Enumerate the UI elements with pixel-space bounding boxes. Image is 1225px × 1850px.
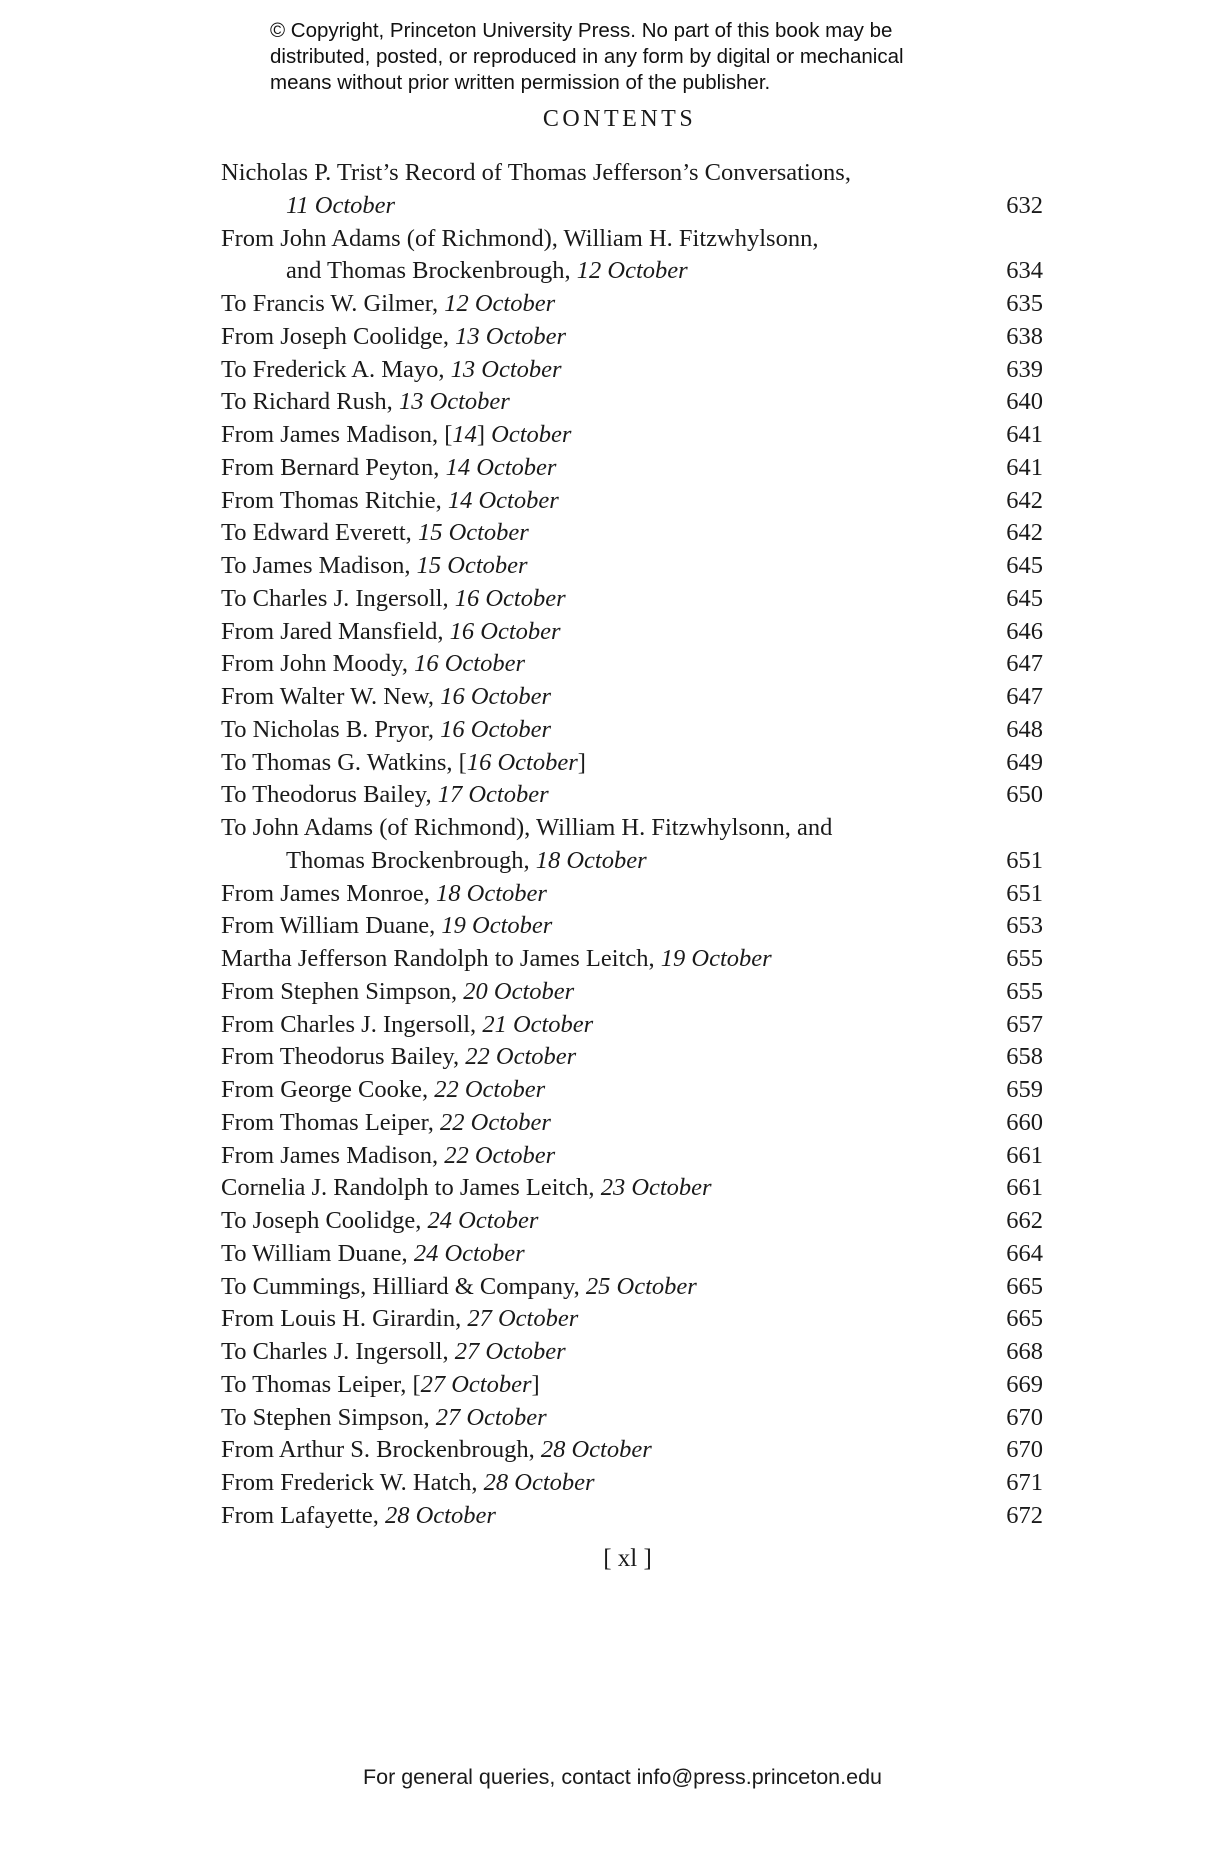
toc-entry [221, 550, 1043, 583]
entry-text [221, 517, 529, 550]
entry-text [221, 1172, 712, 1205]
entry-date: 22 October [465, 1043, 577, 1071]
entry-page-number: 655 [1006, 977, 1043, 1005]
entry-title: From Thomas Ritchie, [221, 486, 448, 514]
toc-entry [221, 1336, 1043, 1369]
entry-title: ] [531, 1370, 540, 1398]
entry-page-number: 658 [1006, 1043, 1043, 1071]
toc-entry [221, 157, 1043, 190]
copyright-line: means without prior written permission of the publisher. [270, 71, 771, 94]
entry-date: 13 October [450, 355, 562, 383]
entry-title: From Charles J. Ingersoll, [221, 1010, 483, 1038]
entry-page-number: 669 [1006, 1370, 1043, 1398]
entry-title: To Theodorus Bailey, [221, 781, 438, 809]
entry-text [221, 157, 851, 190]
entry-page-number: 648 [1006, 715, 1043, 743]
entry-date: 16 October [449, 617, 561, 645]
entry-text [221, 1434, 652, 1467]
toc-entry [221, 1402, 1043, 1435]
entry-page-number: 665 [1006, 1272, 1043, 1300]
toc-entry [221, 943, 1043, 976]
entry-page-number: 647 [1006, 650, 1043, 678]
entry-page-number: 661 [1006, 1174, 1043, 1202]
entry-date: 22 October [444, 1141, 556, 1169]
entry-date: 14 [452, 421, 477, 448]
entry-text [221, 681, 551, 714]
contact-footer: For general queries, contact info@press.princeton.edu [362, 1765, 882, 1789]
entry-date: 28 October [540, 1436, 652, 1464]
toc-entry [221, 616, 1043, 649]
entry-date: 22 October [434, 1076, 546, 1103]
toc-entry [221, 714, 1043, 747]
entry-date: 27 October [454, 1338, 566, 1365]
entry-title: From James Madison, [ [221, 421, 453, 448]
entry-text [221, 550, 528, 583]
entry-page-number: 646 [1006, 617, 1043, 645]
copyright-line: © Copyright, Princeton University Press. No part of this book may be [270, 19, 893, 42]
page-title: CONTENTS [542, 106, 697, 132]
entry-title: Nicholas P. Trist’s Record of Thomas Jefferson’s Conversations, [221, 159, 851, 186]
entry-date: 25 October [585, 1272, 697, 1300]
entry-text [221, 386, 510, 419]
toc-entry [221, 1041, 1043, 1074]
entry-date: 16 October [440, 715, 552, 743]
toc-entry [221, 1009, 1043, 1042]
entry-page-number: 671 [1006, 1469, 1043, 1496]
entry-text [221, 1402, 547, 1435]
entry-text [221, 943, 772, 976]
entry-page-number: 642 [1006, 519, 1043, 547]
copyright-line: distributed, posted, or reproduced in any form by digital or mechanical [270, 45, 904, 68]
entry-date: 18 October [436, 879, 547, 907]
entry-title: To Francis W. Gilmer, [221, 290, 445, 317]
entry-title: From George Cooke, [221, 1076, 435, 1103]
entry-page-number: 647 [1006, 683, 1043, 710]
entry-page-number: 662 [1006, 1207, 1043, 1234]
toc-entry [221, 1500, 1043, 1533]
entry-title: To Edward Everett, [221, 519, 418, 547]
toc-entry [221, 255, 1043, 288]
entry-page-number: 672 [1006, 1501, 1043, 1529]
entry-title: To Richard Rush, [221, 388, 399, 416]
entry-date: 28 October [384, 1501, 496, 1529]
entry-text [221, 354, 562, 387]
entry-title: From Stephen Simpson, [221, 977, 464, 1005]
entry-text [221, 419, 571, 452]
entry-text [286, 845, 647, 878]
entry-title: Cornelia J. Randolph to James Leitch, [221, 1174, 601, 1202]
entry-page-number: 651 [1006, 846, 1043, 874]
toc-entry [221, 1107, 1043, 1140]
entry-date: 11 October [286, 191, 396, 219]
entry-text [221, 1074, 545, 1107]
toc-entry [221, 1271, 1043, 1304]
toc-entry [221, 452, 1043, 485]
entry-text [221, 321, 566, 354]
entry-title: To Thomas G. Watkins, [ [221, 748, 467, 776]
entry-page-number: 639 [1006, 355, 1043, 383]
entry-title: ] [577, 748, 586, 776]
entry-title: To Stephen Simpson, [221, 1403, 436, 1431]
toc-entry [221, 1303, 1043, 1336]
toc-entry [221, 910, 1043, 943]
entry-date: 15 October [416, 552, 528, 579]
entry-text [221, 910, 552, 943]
entry-title: From Jared Mansfield, [221, 617, 450, 645]
toc-entry [221, 681, 1043, 714]
entry-page-number: 641 [1006, 421, 1043, 448]
entry-page-number: 653 [1006, 912, 1043, 940]
entry-page-number: 651 [1006, 879, 1043, 907]
entry-page-number: 665 [1006, 1305, 1043, 1333]
entry-title: To Charles J. Ingersoll, [221, 1338, 455, 1365]
entry-text [221, 452, 556, 485]
entry-text [221, 1271, 697, 1304]
entry-date: 24 October [413, 1239, 525, 1267]
entry-page-number: 659 [1006, 1076, 1043, 1103]
entry-title: To Nicholas B. Pryor, [221, 715, 441, 743]
toc-entry [221, 485, 1043, 518]
entry-date: 28 October [483, 1469, 595, 1496]
entry-title: and Thomas Brockenbrough, [286, 257, 577, 285]
toc-entry [221, 845, 1043, 878]
toc-entry [221, 1172, 1043, 1205]
entry-date: 19 October [441, 912, 553, 940]
entry-title: To Charles J. Ingersoll, [221, 584, 455, 612]
entry-date: 24 October [427, 1207, 539, 1234]
entry-text [221, 616, 561, 649]
entry-title: To Thomas Leiper, [ [221, 1370, 421, 1398]
entry-date: 17 October [437, 781, 549, 809]
entry-text [221, 747, 586, 780]
entry-text [221, 1336, 566, 1369]
toc-entry [221, 583, 1043, 616]
entry-text [221, 878, 547, 911]
entry-page-number: 638 [1006, 322, 1043, 350]
entry-page-number: 641 [1006, 453, 1043, 481]
entry-text [221, 648, 525, 681]
toc-entry [221, 190, 1043, 223]
toc-entry [221, 1369, 1043, 1402]
entry-page-number: 640 [1006, 388, 1043, 416]
entry-title: From Lafayette, [221, 1501, 385, 1529]
entry-title: To William Duane, [221, 1239, 414, 1267]
entry-date: 14 October [447, 486, 559, 514]
entry-text [221, 1205, 538, 1238]
entry-title: From William Duane, [221, 912, 442, 940]
entry-title: From John Moody, [221, 650, 415, 678]
entry-title: To John Adams (of Richmond), William H. Fitzwhylsonn, and [221, 814, 833, 841]
entry-date: 13 October [398, 388, 510, 416]
toc-entry [221, 1238, 1043, 1271]
contents-list [221, 157, 1043, 1533]
entry-date: 21 October [482, 1010, 594, 1038]
entry-text [221, 1238, 525, 1271]
toc-entry [221, 779, 1043, 812]
entry-page-number: 664 [1006, 1239, 1043, 1267]
entry-page-number: 655 [1006, 945, 1043, 972]
entry-page-number: 642 [1006, 486, 1043, 514]
entry-title: From James Madison, [221, 1141, 445, 1169]
entry-page-number: 634 [1006, 257, 1043, 285]
entry-title: From Bernard Peyton, [221, 453, 446, 481]
entry-page-number: 668 [1006, 1338, 1043, 1365]
entry-title: From Frederick W. Hatch, [221, 1469, 484, 1496]
toc-entry [221, 1074, 1043, 1107]
entry-title: From Thomas Leiper, [221, 1108, 441, 1136]
toc-entry [221, 288, 1043, 321]
toc-entry [221, 648, 1043, 681]
entry-text [221, 288, 555, 321]
toc-entry [221, 223, 1043, 256]
entry-title: From John Adams (of Richmond), William H. Fitzwhylsonn, [221, 224, 819, 252]
entry-text [221, 1041, 576, 1074]
toc-entry [221, 1140, 1043, 1173]
entry-page-number: 632 [1006, 191, 1043, 219]
toc-entry [221, 386, 1043, 419]
entry-text [221, 485, 559, 518]
entry-date: 27 October [420, 1370, 532, 1398]
entry-date: 16 October [414, 650, 525, 678]
entry-title: From Joseph Coolidge, [221, 322, 456, 350]
toc-entry [221, 1205, 1043, 1238]
toc-entry [221, 354, 1043, 387]
entry-text [286, 255, 688, 288]
toc-entry [221, 1434, 1043, 1467]
entry-page-number: 645 [1006, 584, 1043, 612]
entry-date: 12 October [444, 290, 556, 317]
entry-title: To Frederick A. Mayo, [221, 355, 451, 383]
entry-date: 19 October [660, 945, 772, 972]
entry-text [221, 1303, 578, 1336]
entry-text [221, 976, 574, 1009]
entry-date: 16 October [466, 748, 578, 776]
entry-text [221, 223, 818, 256]
entry-text [221, 714, 551, 747]
entry-title: From Walter W. New, [221, 683, 441, 710]
toc-entry [221, 517, 1043, 550]
entry-page-number: 645 [1006, 552, 1043, 579]
entry-date: 12 October [576, 257, 688, 285]
entry-page-number: 670 [1006, 1403, 1043, 1431]
entry-title: To James Madison, [221, 552, 417, 579]
entry-title: From Theodorus Bailey, [221, 1043, 466, 1071]
entry-date: 27 October [435, 1403, 547, 1431]
entry-page-number: 649 [1006, 748, 1043, 776]
toc-entry [221, 976, 1043, 1009]
entry-date: 16 October [454, 584, 566, 612]
toc-entry [221, 419, 1043, 452]
entry-date: 20 October [463, 977, 575, 1005]
toc-entry [221, 747, 1043, 780]
entry-date: 16 October [440, 683, 552, 710]
entry-date: 23 October [600, 1174, 712, 1202]
entry-text [221, 583, 566, 616]
entry-title: From James Monroe, [221, 879, 437, 907]
toc-entry [221, 812, 1043, 845]
toc-entry [221, 1467, 1043, 1500]
entry-title: Martha Jefferson Randolph to James Leitch, [221, 945, 661, 972]
entry-text [221, 1009, 593, 1042]
page-number: [ xl ] [603, 1545, 652, 1572]
entry-date: 27 October [467, 1305, 579, 1333]
entry-text [221, 812, 832, 845]
entry-title: Thomas Brockenbrough, [286, 846, 536, 874]
entry-text [286, 190, 395, 223]
entry-title: From Louis H. Girardin, [221, 1305, 468, 1333]
entry-text [221, 1140, 555, 1173]
entry-date: 18 October [535, 846, 647, 874]
entry-text [221, 1467, 595, 1500]
entry-page-number: 657 [1006, 1010, 1043, 1038]
entry-date: 14 October [445, 453, 557, 481]
copyright-notice [270, 18, 990, 96]
entry-page-number: 661 [1006, 1141, 1043, 1169]
entry-date: 13 October [455, 322, 567, 350]
entry-date: 15 October [417, 519, 529, 547]
entry-page-number: 650 [1006, 781, 1043, 809]
entry-date: 22 October [440, 1108, 551, 1136]
entry-text [221, 1107, 551, 1140]
entry-page-number: 660 [1006, 1108, 1043, 1136]
entry-text [221, 1369, 540, 1402]
toc-entry [221, 878, 1043, 911]
entry-page-number: 670 [1006, 1436, 1043, 1464]
entry-title: ] [476, 421, 492, 448]
entry-text [221, 1500, 496, 1533]
entry-title: To Joseph Coolidge, [221, 1207, 428, 1234]
entry-date: October [491, 421, 572, 448]
entry-page-number: 635 [1006, 290, 1043, 317]
entry-text [221, 779, 549, 812]
toc-entry [221, 321, 1043, 354]
entry-title: From Arthur S. Brockenbrough, [221, 1436, 541, 1464]
entry-title: To Cummings, Hilliard & Company, [221, 1272, 586, 1300]
